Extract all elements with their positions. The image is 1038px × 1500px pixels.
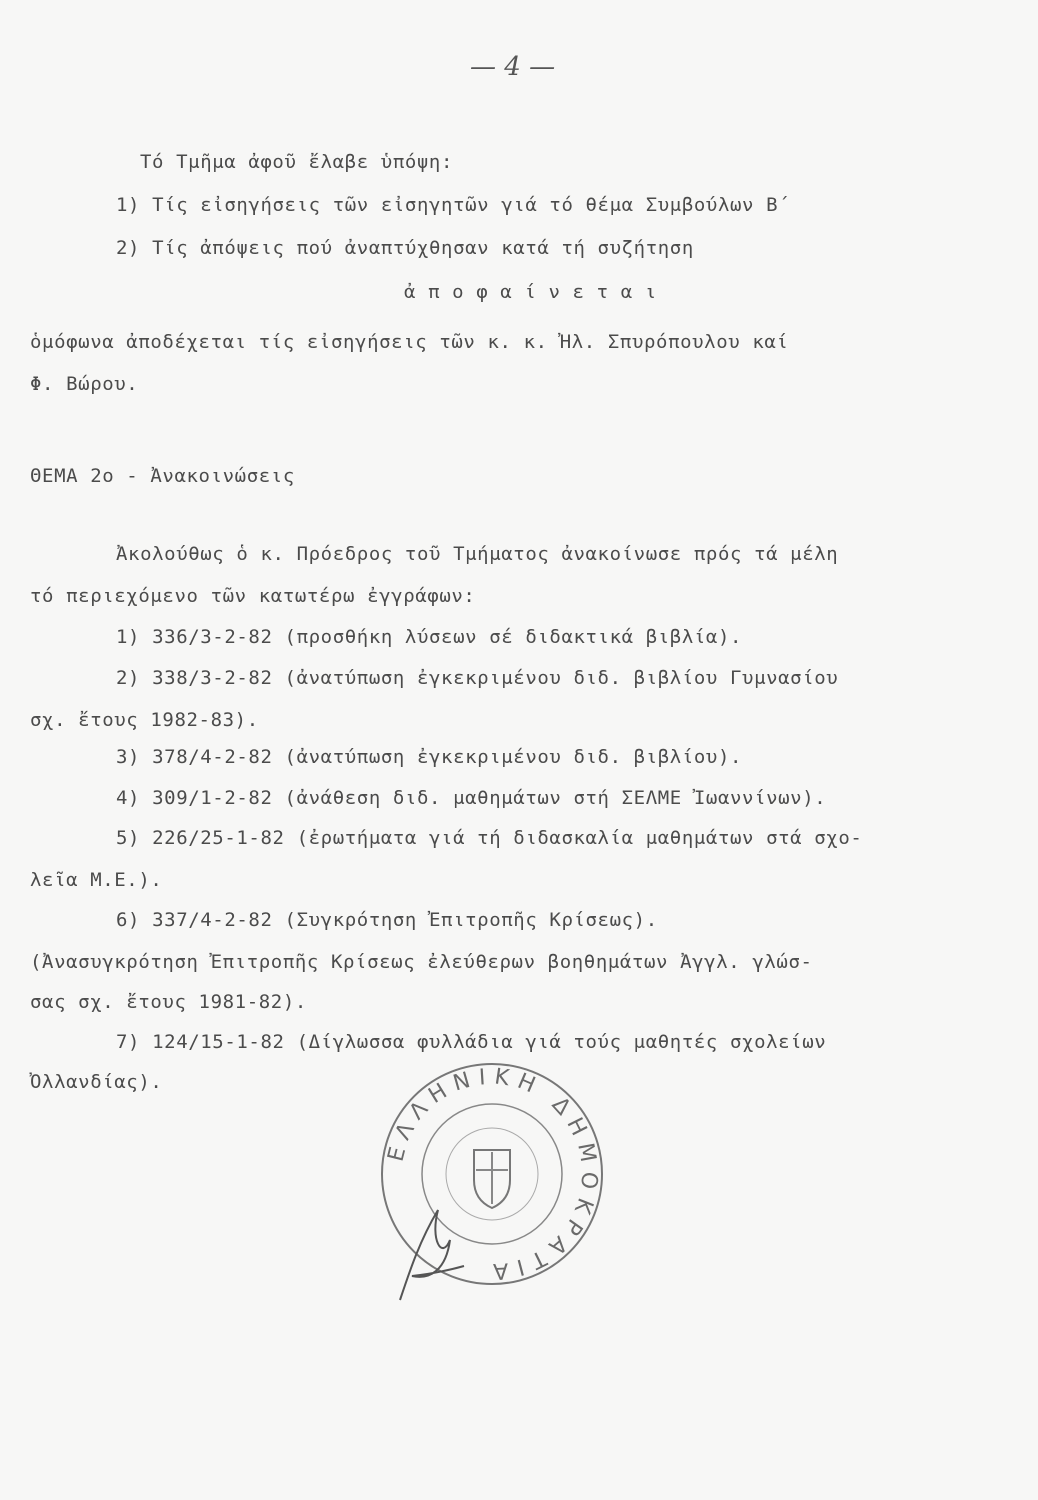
text-line: 2) Τίς ἀπόψεις πού ἀναπτύχθησαν κατά τή συζήτηση [116,237,694,259]
section-heading: ΘΕΜΑ 2ο - Ἀνακοινώσεις [30,465,295,487]
page-number: — 4 — [470,52,556,82]
text-line: λεῖα Μ.Ε.). [30,869,163,891]
text-line: ὁμόφωνα ἀποδέχεται τίς εἰσηγήσεις τῶν κ. κ. Ἠλ. Σπυρόπουλου καί [30,331,789,353]
text-line: Τό Τμῆμα ἀφοῦ ἔλαβε ὑπόψη: [140,151,454,173]
svg-text:ΕΛΛΗΝΙΚΗ ΔΗΜΟΚΡΑΤΙΑ: ΕΛΛΗΝΙΚΗ ΔΗΜΟΚΡΑΤΙΑ [383,1064,602,1284]
text-line: σας σχ. ἔτους 1981-82). [30,991,307,1013]
text-line: 7) 124/15-1-82 (Δίγλωσσα φυλλάδια γιά τούς μαθητές σχολείων [116,1031,827,1053]
text-line: Ὀλλανδίας). [30,1071,163,1093]
text-line: 5) 226/25-1-82 (ἐρωτήματα γιά τή διδασκαλία μαθημάτων στά σχο- [116,827,863,849]
text-line: ἀ π ο φ α ί ν ε τ α ι [404,281,657,303]
text-line: 4) 309/1-2-82 (ἀνάθεση διδ. μαθημάτων στή ΣΕΛΜΕ Ἰωαννίνων). [116,787,827,809]
text-line: Ἀκολούθως ὁ κ. Πρόεδρος τοῦ Τμήματος ἀνακοίνωσε πρός τά μέλη [116,543,839,565]
text-line: 3) 378/4-2-82 (ἀνατύπωση ἐγκεκριμένου διδ. βιβλίου). [116,746,743,768]
text-line: 6) 337/4-2-82 (Συγκρότηση Ἐπιτροπῆς Κρίσεως). [116,909,658,931]
text-line: 1) 336/3-2-82 (προσθήκη λύσεων σέ διδακτικά βιβλία). [116,626,743,648]
text-line: 1) Τίς εἰσηγήσεις τῶν εἰσηγητῶν γιά τό θέμα Συμβούλων Β΄ [116,194,791,216]
text-line: (Ἀνασυγκρότηση Ἐπιτροπῆς Κρίσεως ἐλεύθερων βοηθημάτων Ἀγγλ. γλώσ- [30,951,813,973]
text-line: 2) 338/3-2-82 (ἀνατύπωση ἐγκεκριμένου διδ. βιβλίου Γυμνασίου [116,667,839,689]
text-line: Φ. Βώρου. [30,373,139,395]
signature-icon [390,1200,470,1310]
text-line: σχ. ἔτους 1982-83). [30,709,259,731]
text-line: τό περιεχόμενο τῶν κατωτέρω ἐγγράφων: [30,585,476,607]
